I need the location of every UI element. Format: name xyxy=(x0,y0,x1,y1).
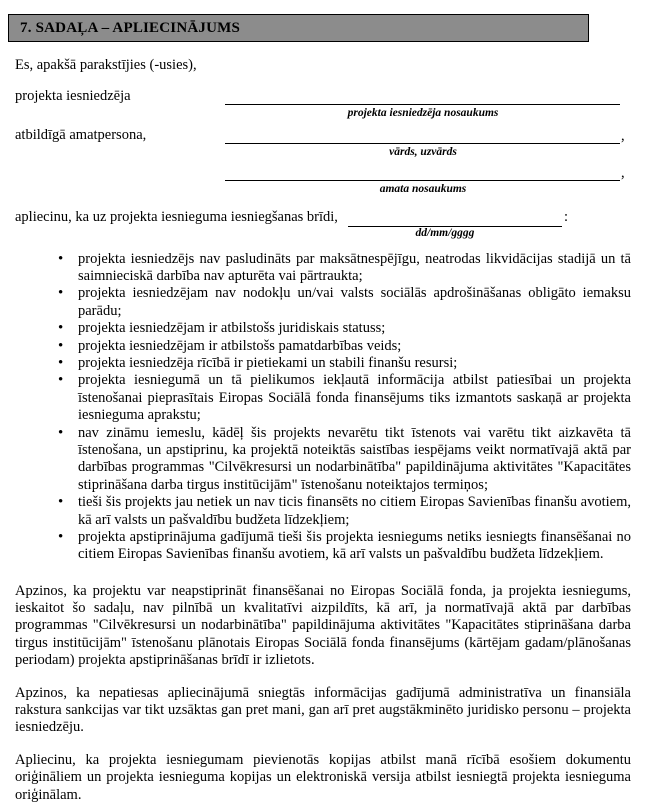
form-caption-row-date xyxy=(15,227,631,244)
form-field-position[interactable] xyxy=(225,165,620,181)
paragraph-funding-notice: Apzinos, ka projektu var neapstiprināt finansēšanai no Eiropas Sociālā fonda, ja projekta iesniegums, ieskaitot šo sadaļu, nav pilnībā un kvalitatīvi aizpildīts, kā arī, ja normatīvajā aktā par darbības programmas "Cilvēkresursi un nodarbinātība" papildinājuma aktivitātes "Kapacitātes stiprināšana darba tirgus institūcijām" īstenošanu plānotais Eiropas Sociālā fonda finansējums (kārtējam gadam/plānošanas periodam) projekta apstiprināšanas brīdī ir izlietots. xyxy=(15,582,631,669)
form-label-date: apliecinu, ka uz projekta iesnieguma iesniegšanas brīdi, xyxy=(15,209,338,225)
list-item xyxy=(15,529,631,564)
caption-spacer xyxy=(621,182,631,202)
list-item xyxy=(15,285,631,320)
caption-spacer xyxy=(15,145,225,165)
form-row-position xyxy=(15,165,631,181)
form-row-applicant xyxy=(15,88,631,106)
form-label-official: atbildīgā amatpersona, xyxy=(15,126,147,143)
form-trailing-date: : xyxy=(563,208,568,225)
form-caption-row-official xyxy=(15,145,631,165)
claim-text: • nav zināmu iemeslu, kādēļ šis projekts nevarētu tikt īstenots vai varētu tikt aizkavēta tā īstenošana, un apstiprinu, ka projektā noteiktās saistības iespējams veikt normatīvajā aktā par darbības programmas "Cilvēkresursi un nodarbinātība" papildinājuma aktivitātes "Kapacitātes stiprināšana darba tirgus institūcijām" īstenošanu noteiktajos termiņos; xyxy=(78,424,631,493)
claim-text: • tieši šis projekts jau netiek un nav ticis finansēts no citiem Eiropas Savienības finanšu avotiem, kā arī valsts un pašvaldību budžeta līdzekļiem; xyxy=(78,494,631,528)
list-item xyxy=(15,338,631,355)
caption-spacer xyxy=(621,145,631,165)
form-field-official-name[interactable] xyxy=(225,128,620,144)
form-row-date xyxy=(15,209,631,227)
section-header-title: 7. SADAĻA – APLIECINĀJUMS xyxy=(20,19,241,36)
claims-list xyxy=(15,251,631,564)
claim-text: • projekta iesniedzējam nav nodokļu un/vai valsts sociālās apdrošināšanas obligāto iemaksu parādu; xyxy=(78,285,631,319)
claim-text: • projekta iesniegumā un tā pielikumos iekļautā informācija atbilst patiesībai un projekta īstenošanai pieprasītais Eiropas Sociālā fonda finansējums tiks izmantots saskaņā ar projekta iesnieguma aprakstu; xyxy=(78,372,631,424)
form-row-official xyxy=(15,127,631,145)
list-item xyxy=(15,494,631,529)
list-item xyxy=(15,372,631,424)
form-caption-row-applicant xyxy=(15,106,631,126)
form-trailing-official: , xyxy=(621,127,625,144)
form-line-official-name[interactable] xyxy=(225,128,620,144)
form-field-date[interactable] xyxy=(348,211,562,227)
form-field-applicant[interactable] xyxy=(225,89,620,105)
list-item xyxy=(15,355,631,372)
form-line-position[interactable] xyxy=(225,165,620,181)
form-caption-position: amata nosaukums xyxy=(379,183,467,196)
intro-line: Es, apakšā parakstījies (-usies), xyxy=(15,57,197,73)
form-trailing-applicant xyxy=(620,104,631,105)
caption-spacer xyxy=(15,106,225,126)
form-caption-date: dd/mm/gggg xyxy=(415,226,475,239)
claim-text: • projekta iesniedzēja rīcībā ir pietiekami un stabili finanšu resursi; xyxy=(78,355,458,372)
form-trailing-position: , xyxy=(621,164,625,181)
form-caption-row-position xyxy=(15,182,631,202)
list-item xyxy=(15,425,631,495)
caption-spacer xyxy=(621,106,631,126)
form-label-position xyxy=(15,180,225,181)
form-line-applicant[interactable] xyxy=(225,89,620,105)
claim-text: • projekta iesniedzējs nav pasludināts par maksātnespējīgu, neatrodas likvidācijas stadijā un tā saimnieciskā darbība nav apturēta vai pārtraukta; xyxy=(78,250,631,285)
claim-text: • projekta apstiprinājuma gadījumā tieši šis projekta iesniegums netiks iesniegts finansēšanai no citiem Eiropas Savienības finanšu avotiem, kā arī valsts un pašvaldību budžeta līdzekļiem. xyxy=(78,528,631,563)
paragraph-sanctions-notice: Apzinos, ka nepatiesas apliecinājumā sniegtās informācijas gadījumā administratīva un finansiāla rakstura sankcijas var tikt uzsāktas gan pret mani, gan arī pret augstākminēto juridisko personu – projekta iesniedzēju. xyxy=(15,684,631,736)
paragraph-copies-notice: Apliecinu, ka projekta iesniegumam pievienotās kopijas atbilst manā rīcībā esošiem dokumentu oriģināliem un projekta iesnieguma kopijas un elektroniskā versija atbilst iesniegtā projekta iesnieguma oriģinālam. xyxy=(15,751,631,803)
claim-text: • projekta iesniedzējam ir atbilstošs pamatdarbības veids; xyxy=(78,337,402,354)
claim-text: • projekta iesniedzējam ir atbilstošs juridiskais statuss; xyxy=(78,320,386,337)
section-header-bar xyxy=(8,14,589,42)
list-item xyxy=(15,320,631,337)
form-label-applicant: projekta iesniedzēja xyxy=(15,87,131,104)
list-item xyxy=(15,251,631,286)
form-caption-applicant: projekta iesniedzēja nosaukums xyxy=(347,107,499,120)
form-caption-official: vārds, uzvārds xyxy=(389,146,457,159)
signatory-form-block xyxy=(15,88,631,244)
document-content xyxy=(15,57,631,804)
form-line-date[interactable] xyxy=(348,211,562,227)
caption-spacer xyxy=(15,182,225,202)
